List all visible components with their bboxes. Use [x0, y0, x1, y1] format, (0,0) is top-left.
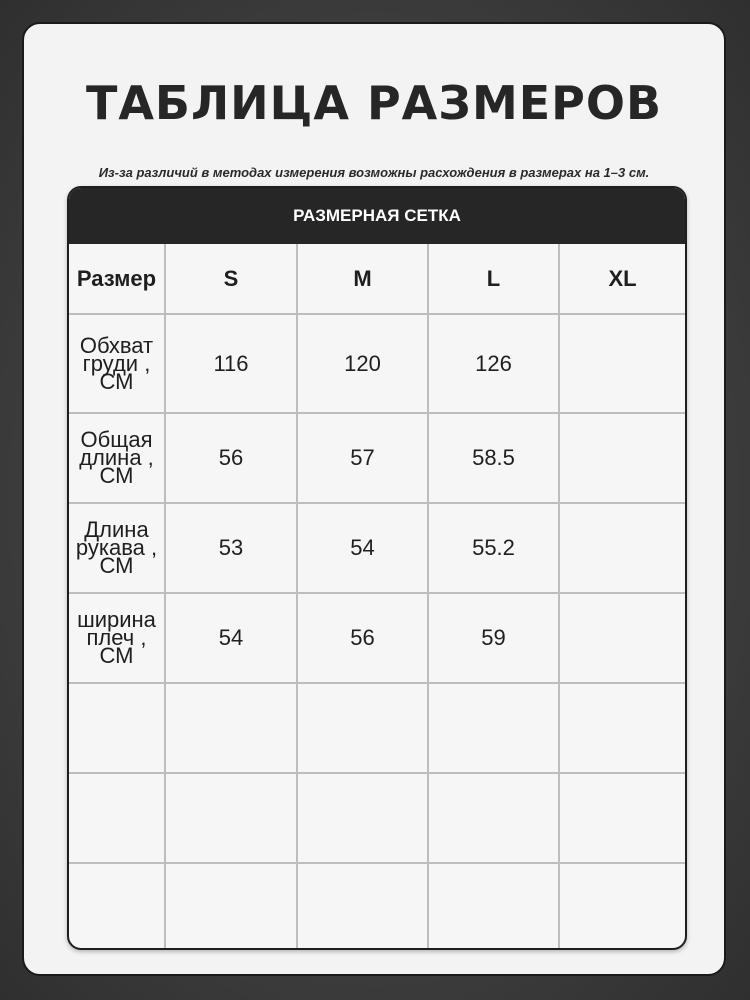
table-row-empty: [69, 773, 685, 863]
table-cell: [559, 593, 685, 683]
table-row: [69, 503, 685, 593]
row-label-line: плеч , СМ: [86, 625, 147, 668]
table-cell: 54: [165, 593, 297, 683]
row-label-sleeve: [69, 503, 165, 593]
row-label-line: рукава , СМ: [75, 535, 158, 578]
table-caption: РАЗМЕРНАЯ СЕТКА: [69, 188, 685, 244]
table-cell: [165, 683, 297, 773]
table-cell: 56: [297, 593, 428, 683]
table-cell: 116: [165, 314, 297, 413]
size-table: [67, 186, 687, 950]
size-chart-card: [22, 22, 726, 976]
table-cell: [428, 863, 559, 948]
table-cell: [559, 683, 685, 773]
table-row: [69, 593, 685, 683]
row-label-line: груди , СМ: [82, 350, 151, 394]
row-label-chest: [69, 314, 165, 413]
table-cell: [69, 773, 165, 863]
table-cell: 56: [165, 413, 297, 503]
table-cell: 57: [297, 413, 428, 503]
table-cell: [165, 863, 297, 948]
page-title: ТАБЛИЦА РАЗМЕРОВ: [85, 76, 663, 130]
size-header-m: M: [297, 244, 428, 314]
table-cell: [559, 863, 685, 948]
table-cell: 126: [428, 314, 559, 413]
size-header-s: S: [165, 244, 297, 314]
table-cell: 54: [297, 503, 428, 593]
table-cell: 120: [297, 314, 428, 413]
table-cell: [559, 413, 685, 503]
table-row: [69, 413, 685, 503]
table-cell: [297, 683, 428, 773]
table-cell: [69, 683, 165, 773]
table-row-empty: [69, 863, 685, 948]
table-cell: 55.2: [428, 503, 559, 593]
table-cell: [69, 863, 165, 948]
size-grid: [69, 244, 685, 948]
table-row: [69, 314, 685, 413]
table-cell: 53: [165, 503, 297, 593]
row-label-length: [69, 413, 165, 503]
size-column-label: Размер: [69, 244, 165, 314]
size-header-l: L: [428, 244, 559, 314]
row-label-shoulder: [69, 593, 165, 683]
size-header-xl: XL: [559, 244, 685, 314]
measurement-note: Из-за различий в методах измерения возможны расхождения в размерах на 1–3 см.: [98, 165, 650, 180]
table-cell: [428, 773, 559, 863]
row-label-line: ширина: [77, 607, 156, 632]
table-cell: [165, 773, 297, 863]
table-cell: 59: [428, 593, 559, 683]
table-row-empty: [69, 683, 685, 773]
table-cell: [559, 503, 685, 593]
table-cell: [428, 683, 559, 773]
row-label-line: Длина: [84, 517, 149, 542]
row-label-line: Общая: [80, 427, 153, 452]
table-cell: [559, 773, 685, 863]
table-cell: [559, 314, 685, 413]
table-cell: 58.5: [428, 413, 559, 503]
row-label-line: Обхват: [79, 332, 154, 358]
table-cell: [297, 863, 428, 948]
table-header-row: [69, 244, 685, 314]
table-cell: [297, 773, 428, 863]
row-label-line: длина , СМ: [79, 445, 154, 488]
